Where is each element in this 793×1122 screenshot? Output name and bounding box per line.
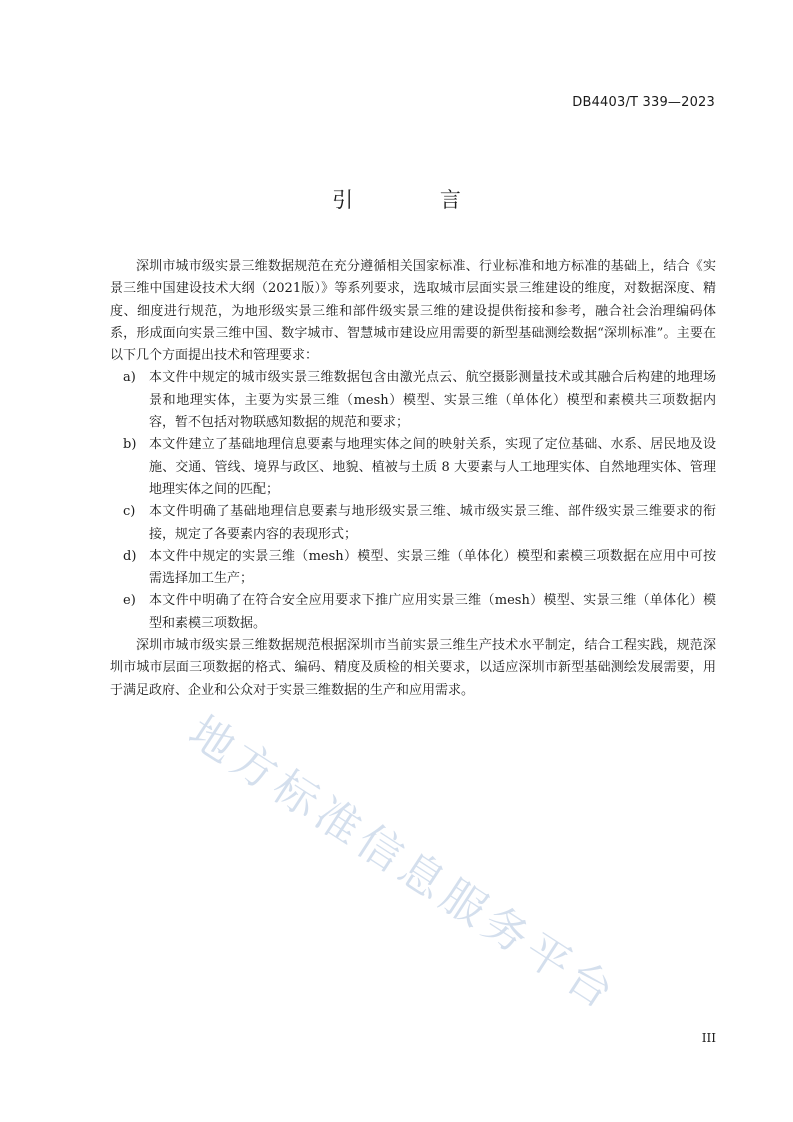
page-title: 引 言 <box>332 188 501 212</box>
list-marker: d) <box>123 548 137 564</box>
list-item-text: 本文件中规定的城市级实景三维数据包含由激光点云、航空摄影测量技术或其融合后构建的地理场景和地理实体，主要为实景三维（mesh）模型、实景三维（单体化）模型和素模共三项数据内容，暂不包括对物联感知数据的规范和要求； <box>149 370 716 431</box>
list-marker: e) <box>123 593 136 609</box>
list-item-text: 本文件明确了基础地理信息要素与地形级实景三维、城市级实景三维、部件级实景三维要求的衔接，规定了各要素内容的表现形式； <box>149 504 716 542</box>
watermark: 地方标准信息服务平台 <box>179 706 627 1022</box>
list-marker: c) <box>123 504 136 520</box>
page-number: III <box>701 1031 716 1045</box>
list-item-text: 本文件中明确了在符合安全应用要求下推广应用实景三维（mesh）模型、实景三维（单体化）模型和素模三项数据。 <box>149 593 716 631</box>
list-marker: b) <box>123 437 137 453</box>
list-item-text: 本文件建立了基础地理信息要素与地理实体之间的映射关系，实现了定位基础、水系、居民地及设施、交通、管线、境界与政区、地貌、植被与土质 8 大要素与人工地理实体、自然地理实体、管理地理实体之间的匹配； <box>149 437 716 497</box>
list-item-c <box>110 501 716 546</box>
body-content <box>110 256 716 702</box>
list-item-b <box>110 434 716 501</box>
list-marker: a) <box>123 370 136 386</box>
list-item-d <box>110 546 716 591</box>
intro-paragraph: 深圳市城市级实景三维数据规范在充分遵循相关国家标准、行业标准和地方标准的基础上，结合《实景三维中国建设技术大纲（2021版）》等系列要求，选取城市层面实景三维建设的维度，对数据深度、精度、细度进行规范，为地形级实景三维和部件级实景三维的建设提供衔接和参考，融合社会治理编码体系，形成面向实景三维中国、数字城市、智慧城市建设应用需要的新型基础测绘数据“深圳标准”。主要在以下几个方面提出技术和管理要求： <box>110 259 716 364</box>
closing-paragraph: 深圳市城市级实景三维数据规范根据深圳市当前实景三维生产技术水平制定，结合工程实践，规范深圳市城市层面三项数据的格式、编码、精度及质检的相关要求，以适应深圳市新型基础测绘发展需要，用于满足政府、企业和公众对于实景三维数据的生产和应用需求。 <box>110 638 716 698</box>
document-code: DB4403/T 339—2023 <box>572 95 715 110</box>
list-item-e <box>110 590 716 635</box>
list-item-text: 本文件中规定的实景三维（mesh）模型、实景三维（单体化）模型和素模三项数据在应用中可按需选择加工生产； <box>149 548 716 587</box>
list-item-a <box>110 367 716 434</box>
